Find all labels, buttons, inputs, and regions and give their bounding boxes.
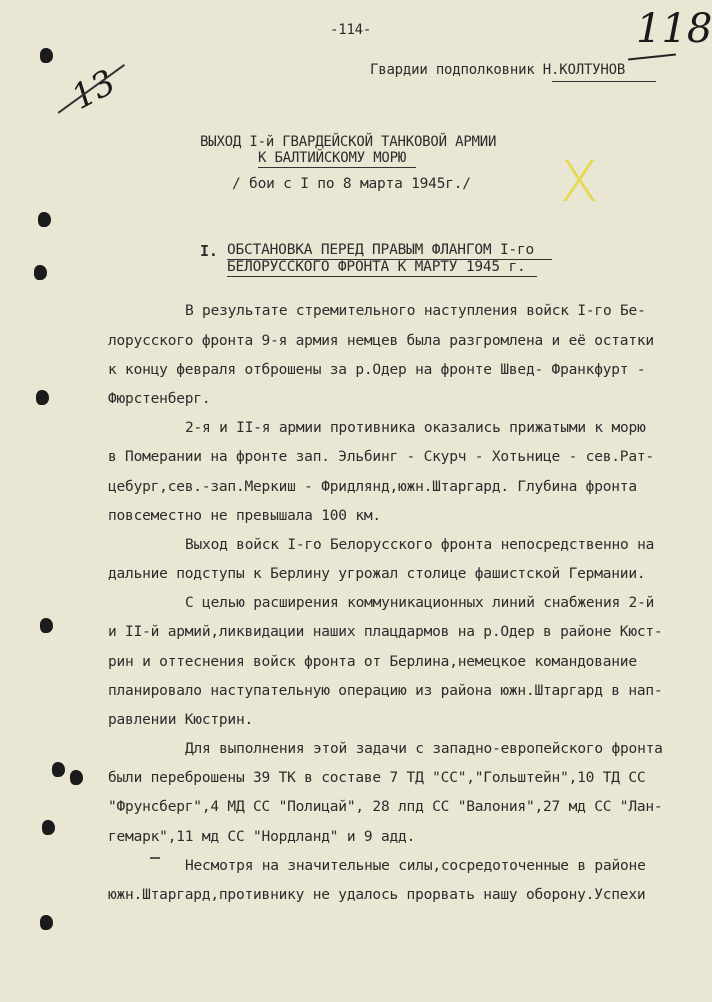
punch-hole	[40, 48, 53, 63]
body-line: С целью расширения коммуникационных линий снабжения 2-й	[185, 595, 655, 611]
section-line-2: БЕЛОРУССКОГО ФРОНТА К МАРТУ 1945 г.	[227, 259, 526, 275]
punch-hole	[70, 770, 83, 785]
body-line: были переброшены 39 ТК в составе 7 ТД "СС","Гольштейн",10 ТД СС	[108, 770, 646, 786]
body-line: Фюрстенберг.	[108, 391, 211, 407]
body-line: лорусского фронта 9-я армия немцев была разгромлена и её остатки	[108, 333, 654, 349]
section-number: I.	[200, 242, 218, 260]
body-line: планировало наступательную операцию из района южн.Штаргард в нап-	[108, 683, 663, 699]
body-line: в Померании на фронте зап. Эльбинг - Скурч - Хотьнице - сев.Рат-	[108, 449, 654, 465]
author-underline	[552, 81, 656, 82]
body-line: Несмотря на значительные силы,сосредоточенные в районе	[185, 858, 646, 874]
margin-tick	[150, 857, 160, 859]
title-line-2: К БАЛТИЙСКОМУ МОРЮ	[258, 150, 407, 166]
body-line: "Фрунсберг",4 МД СС "Полицай", 28 лпд СС "Валония",27 мд СС "Лан-	[108, 799, 663, 815]
author-line: Гвардии подполковник Н.КОЛТУНОВ	[370, 62, 626, 78]
body-line: южн.Штаргард,противнику не удалось прорвать нашу оборону.Успехи	[108, 887, 646, 903]
title-dates: / бои с I по 8 марта 1945г./	[232, 176, 471, 192]
body-line: В результате стремительного наступления войск I-го Бе-	[185, 303, 646, 319]
section-underline-2	[227, 276, 537, 277]
archive-number-underline	[628, 53, 676, 60]
punch-hole	[40, 915, 53, 930]
body-line: цебург,сев.-зап.Меркиш - Фридлянд,южн.Штаргард. Глубина фронта	[108, 479, 637, 495]
x-mark: X	[560, 150, 599, 215]
archive-number: 118	[636, 6, 712, 52]
title-underline	[258, 167, 416, 168]
punch-hole	[36, 390, 49, 405]
punch-hole	[40, 618, 53, 633]
body-line: к концу февраля отброшены за р.Одер на фронте Швед- Франкфурт -	[108, 362, 646, 378]
body-line: 2-я и II-я армии противника оказались прижатыми к морю	[185, 420, 646, 436]
body-line: Для выполнения этой задачи с западно-европейского фронта	[185, 741, 663, 757]
punch-hole	[34, 265, 47, 280]
body-line: равлении Кюстрин.	[108, 712, 254, 728]
body-line: и II-й армий,ликвидации наших плацдармов на р.Одер в районе Кюст-	[108, 624, 663, 640]
page-number: -114-	[330, 22, 372, 38]
body-line: дальние подступы к Берлину угрожал столице фашистской Германии.	[108, 566, 646, 582]
body-line: рин и оттеснения войск фронта от Берлина,немецкое командование	[108, 654, 637, 670]
punch-hole	[52, 762, 65, 777]
body-line: гемарк",11 мд СС "Нордланд" и 9 адд.	[108, 829, 416, 845]
body-line: Выход войск I-го Белорусского фронта непосредственно на	[185, 537, 655, 553]
body-line: повсеместно не превышала 100 км.	[108, 508, 381, 524]
title-line-1: ВЫХОД I-й ГВАРДЕЙСКОЙ ТАНКОВОЙ АРМИИ	[200, 134, 497, 150]
margin-number: 13	[65, 62, 123, 118]
section-line-1: ОБСТАНОВКА ПЕРЕД ПРАВЫМ ФЛАНГОМ I-го	[227, 242, 535, 258]
punch-hole	[42, 820, 55, 835]
punch-hole	[38, 212, 51, 227]
